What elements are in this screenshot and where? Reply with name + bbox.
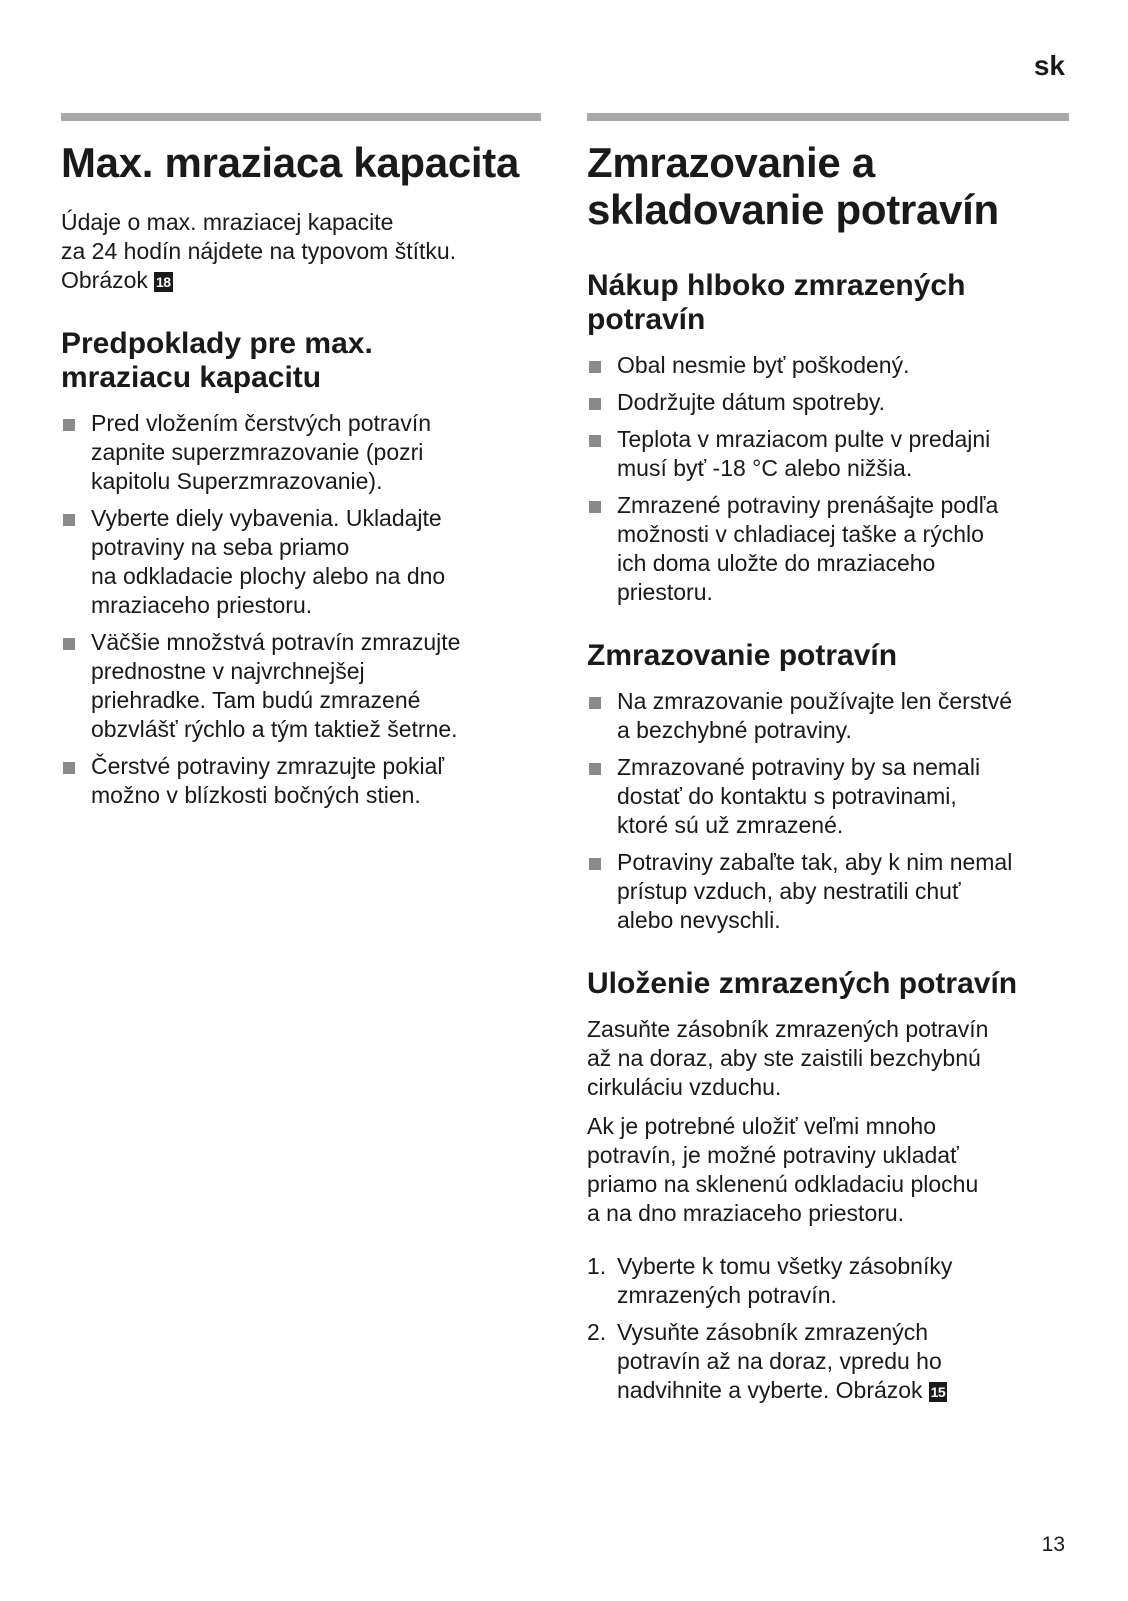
left-column (61, 113, 541, 828)
page-number: 13 (1041, 1533, 1065, 1556)
right-column (587, 113, 1069, 1413)
subsection-title: Predpoklady pre max. mraziacu kapacitu (61, 327, 373, 394)
subsection-title: Uloženie zmrazených potravín (587, 967, 1018, 1000)
list-item: Väčšie množstvá potravín zmrazujte prednostne v najvrchnejšej priehradke. Tam budú zmrazené obzvlášť rýchlo a tým taktiež šetrne. (61, 628, 541, 744)
section-title: Zmrazovanie a skladovanie potravín (587, 139, 999, 233)
step-number: 1. (587, 1253, 607, 1279)
list-item: Obal nesmie byť poškodený. (587, 351, 1069, 380)
step-number: 2. (587, 1319, 607, 1345)
square-bullet-icon (589, 361, 601, 373)
numbered-steps (587, 1252, 1069, 1405)
bullet-list (61, 409, 541, 810)
square-bullet-icon (589, 501, 601, 513)
figure-reference-badge: 15 (930, 1384, 946, 1400)
subsection-title: Nákup hlboko zmrazených potravín (587, 269, 966, 336)
paragraph: Zasuňte zásobník zmrazených potravín až na doraz, aby ste zaistili bezchybnú cirkuláciu vzduchu. (587, 1016, 989, 1100)
subsection-title: Zmrazovanie potravín (587, 639, 898, 672)
section-rule (587, 113, 1069, 121)
text-line: za 24 hodín nájdete na typovom štítku. (61, 238, 457, 264)
step-item: 2. Vysuňte zásobník zmrazených potravín až na doraz, vpredu ho nadvihnite a vyberte. Obrázok 15 (587, 1319, 946, 1403)
section-rule (61, 113, 541, 121)
square-bullet-icon (589, 763, 601, 775)
square-bullet-icon (63, 514, 75, 526)
text-line: Obrázok (61, 267, 148, 293)
step-item: 1. Vyberte k tomu všetky zásobníky zmrazených potravín. (587, 1253, 953, 1308)
language-code: sk (1033, 50, 1065, 81)
square-bullet-icon (63, 419, 75, 431)
square-bullet-icon (589, 435, 601, 447)
square-bullet-icon (63, 762, 75, 774)
intro-paragraph (61, 208, 541, 295)
list-item: Teplota v mraziacom pulte v predajni musí byť -18 °C alebo nižšia. (587, 425, 1069, 483)
bullet-list (587, 687, 1069, 935)
square-bullet-icon (589, 697, 601, 709)
square-bullet-icon (589, 398, 601, 410)
square-bullet-icon (63, 638, 75, 650)
section-title: Max. mraziaca kapacita (61, 139, 520, 186)
paragraph: Ak je potrebné uložiť veľmi mnoho potravín, je možné potraviny ukladať priamo na sklenenú odkladaciu plochu a na dno mraziaceho priestoru. (587, 1113, 979, 1226)
list-item: Zmrazované potraviny by sa nemali dostať do kontaktu s potravinami, ktoré sú už zmrazené. (587, 753, 1069, 840)
list-item: Pred vložením čerstvých potravín zapnite superzmrazovanie (pozri kapitolu Superzmrazovanie). (61, 409, 541, 496)
list-item: Potraviny zabaľte tak, aby k nim nemal prístup vzduch, aby nestratili chuť alebo nevyschli. (587, 848, 1069, 935)
list-item: Zmrazené potraviny prenášajte podľa možnosti v chladiacej taške a rýchlo ich doma uložte do mraziaceho priestoru. (587, 491, 1069, 607)
list-item: Dodržujte dátum spotreby. (587, 388, 1069, 417)
list-item: Vyberte diely vybavenia. Ukladajte potraviny na seba priamo na odkladacie plochy alebo na dno mraziaceho priestoru. (61, 504, 541, 620)
bullet-list (587, 351, 1069, 607)
figure-reference-badge: 18 (155, 274, 171, 290)
list-item: Čerstvé potraviny zmrazujte pokiaľ možno v blízkosti bočných stien. (61, 752, 541, 810)
square-bullet-icon (589, 858, 601, 870)
list-item: Na zmrazovanie používajte len čerstvé a bezchybné potraviny. (587, 687, 1069, 745)
text-line: Údaje o max. mraziacej kapacite (61, 209, 394, 235)
